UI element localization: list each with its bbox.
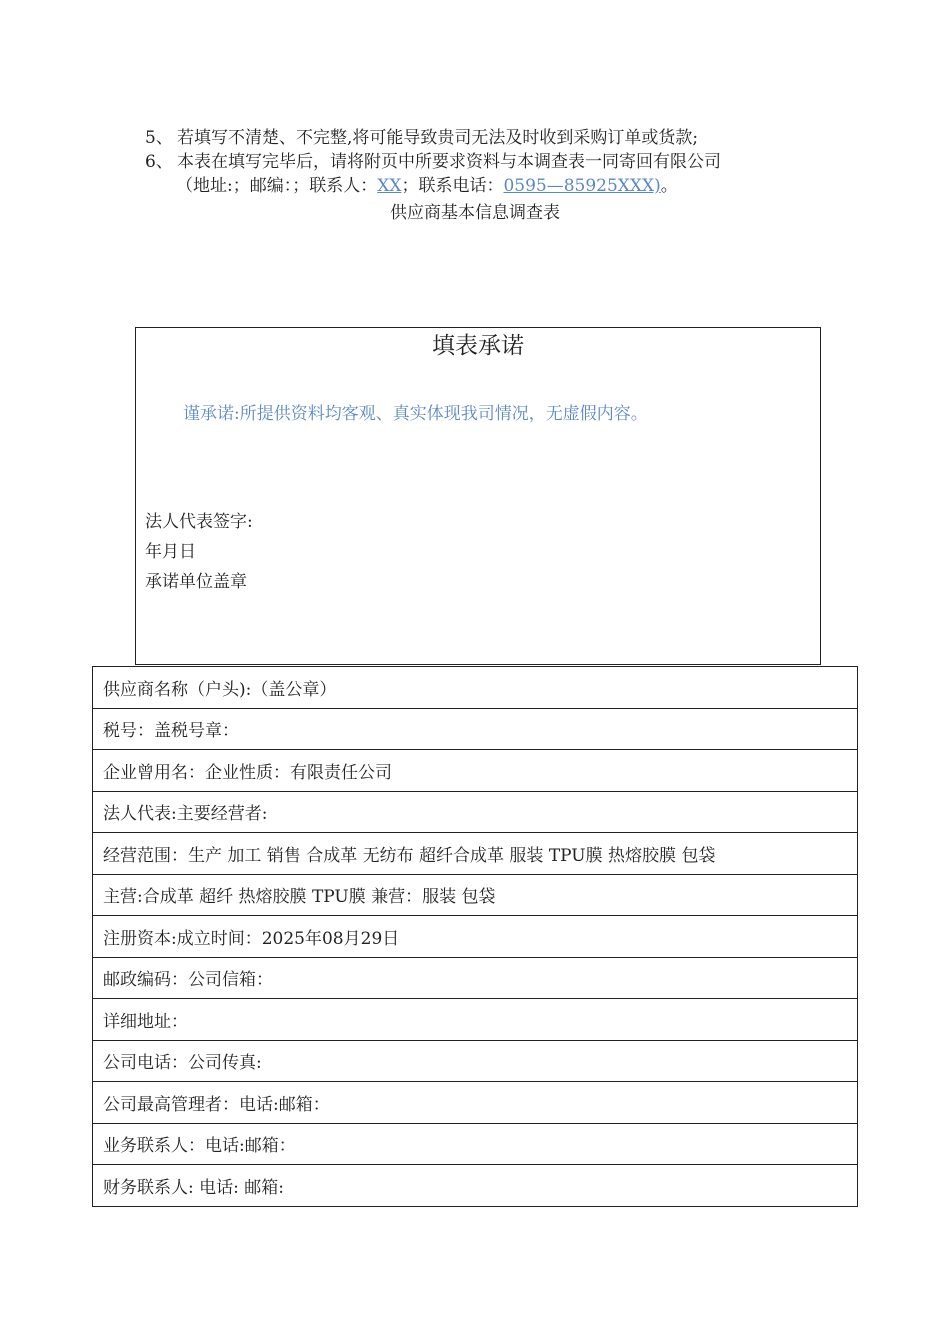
table-row [93, 1082, 858, 1124]
table-row [93, 1040, 858, 1082]
pledge-box [135, 327, 821, 665]
legal-representative-cell[interactable]: 法人代表:主要经营者: [93, 791, 858, 833]
signature-block [145, 507, 253, 597]
finance-contact-cell[interactable]: 财务联系人: 电话: 邮箱: [93, 1165, 858, 1207]
instruction-item-5 [145, 126, 845, 150]
supplier-name-cell[interactable]: 供应商名称（户头):（盖公章） [93, 667, 858, 709]
table-row [93, 999, 858, 1041]
table-row [93, 708, 858, 750]
sales-contact-cell[interactable]: 业务联系人：电话:邮箱： [93, 1123, 858, 1165]
legal-representative-signature-label: 法人代表签字: [145, 512, 253, 532]
document-title: 供应商基本信息调查表 [390, 203, 560, 223]
sentence-end: 。 [660, 176, 678, 196]
tax-number-cell[interactable]: 税号：盖税号章： [93, 708, 858, 750]
pledge-statement: 谨承诺:所提供资料均客观、真实体现我司情况，无虚假内容。 [183, 404, 648, 424]
contact-phone-link[interactable]: 0595—85925XXX) [503, 176, 661, 196]
phone-prefix: ；联系电话： [401, 176, 504, 196]
table-row [93, 750, 858, 792]
item-text: 本表在填写完毕后，请将附页中所要求资料与本调查表一同寄回有限公司 [177, 152, 721, 172]
former-name-cell[interactable]: 企业曾用名：企业性质：有限责任公司 [93, 750, 858, 792]
item-number: 5、 [145, 128, 173, 148]
address-cell[interactable]: 详细地址： [93, 999, 858, 1041]
instruction-item-6-continuation [145, 174, 845, 198]
instructions-list [145, 126, 845, 198]
item-text: 若填写不清楚、不完整,将可能导致贵司无法及时收到采购订单或货款; [177, 128, 699, 148]
item-number: 6、 [145, 152, 173, 172]
table-row [93, 791, 858, 833]
table-row [93, 833, 858, 875]
contact-name-link[interactable]: XX [377, 176, 402, 196]
table-row [93, 667, 858, 709]
table-row [93, 1123, 858, 1165]
registered-capital-cell[interactable]: 注册资本:成立时间：2025年08月29日 [93, 916, 858, 958]
company-phone-cell[interactable]: 公司电话：公司传真: [93, 1040, 858, 1082]
table-row [93, 874, 858, 916]
address-prefix: （地址:；邮编：；联系人： [176, 176, 378, 196]
main-business-cell[interactable]: 主营:合成革 超纤 热熔胶膜 TPU膜 兼营：服装 包袋 [93, 874, 858, 916]
table-row [93, 957, 858, 999]
postal-code-cell[interactable]: 邮政编码：公司信箱： [93, 957, 858, 999]
table-row [93, 1165, 858, 1207]
company-seal-label: 承诺单位盖章 [145, 572, 247, 592]
table-row [93, 916, 858, 958]
instruction-item-6 [145, 150, 845, 174]
business-scope-cell[interactable]: 经营范围：生产 加工 销售 合成革 无纺布 超纤合成革 服装 TPU膜 热熔胶膜 包袋 [93, 833, 858, 875]
date-label: 年月日 [145, 542, 196, 562]
supplier-info-table [92, 666, 858, 1207]
pledge-title: 填表承诺 [432, 333, 524, 359]
top-manager-cell[interactable]: 公司最高管理者：电话:邮箱： [93, 1082, 858, 1124]
